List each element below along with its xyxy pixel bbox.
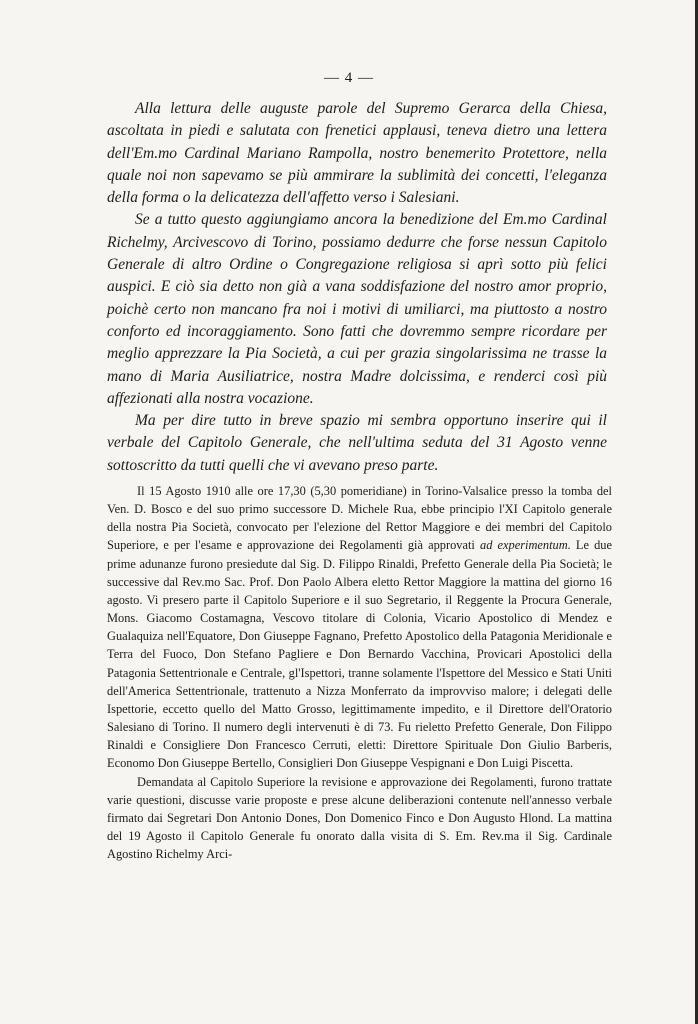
- intro-section: [107, 98, 607, 477]
- minutes-text: Le due prime adunanze furono presiedute dal Sig. D. Filippo Rinaldi, Prefetto Generale della Pia Società; le successive dal Rev.mo Sac. Prof. Don Paolo Albera eletto Rettor Maggiore la mattina del giorno 16 agosto. Vi presero parte il Capitolo Superiore e il suo Segretario, il Reggente la Procura Generale, Mons. Giacomo Costamagna, Vescovo titolare di Colonia, Vicario Apostolico di Mendez e Gualaquiza nell'Equatore, Don Giuseppe Fagnano, Prefetto Apostolico della Patagonia Meridionale e Terra del Fuoco, Don Stefano Pagliere e Don Bernardo Vacchina, Provicari Apostolici della Patagonia Settentrionale e Centrale, gl'Ispettori, tranne solamente l'Ispettore del Messico e Stati Uniti dell'America Settentrionale, trattenuto a Nizza Monferrato da improvviso malore; i delegati delle Ispettorie, eccetto quello del Matto Grosso, legittimamente impedito, e il Direttore dell'Oratorio Salesiano di Torino. Il numero degli intervenuti è di 73. Fu rieletto Prefetto Generale, Don Filippo Rinaldi e Consigliere Don Francesco Cerruti, eletti: Direttore Spirituale Don Giulio Barberis, Economo Don Giuseppe Bertello, Consiglieri Don Giuseppe Vespignani e Don Luigi Piscetta.: [107, 538, 612, 771]
- intro-paragraph-1: Alla lettura delle auguste parole del Supremo Gerarca della Chiesa, ascoltata in piedi e salutata con frenetici applausi, teneva dietro una lettera dell'Em.mo Cardinal Mariano Rampolla, nostro benemerito Protettore, nella quale noi non sapevamo se più ammirare la sublimità dei concetti, l'eleganza della forma o la delicatezza dell'affetto verso i Salesiani.: [107, 100, 607, 207]
- minutes-text: Il 15 Agosto 1910 alle ore 17,30 (5,30 pomeridiane) in Torino-Valsalice presso la tomba del Ven. D. Bosco e del suo primo successore D. Michele Rua, ebbe principio l'XI Capitolo generale della nostra Pia Società, convocato per l'elezione del Rettor Maggiore e dei membri del Capitolo Superiore, e per l'esame e approvazione dei Regolamenti già approvati: [107, 484, 612, 553]
- page-number: — 4 —: [324, 70, 374, 86]
- minutes-paragraph-1: [107, 482, 612, 773]
- chapter-minutes-section: [107, 482, 612, 863]
- minutes-paragraph-2: Demandata al Capitolo Superiore la revisione e approvazione dei Regolamenti, furono trattate varie questioni, discusse varie proposte e prese alcune deliberazioni contenute nell'annesso verbale firmato dai Segretari Don Antonio Dones, Don Domenico Finco e Don Augusto Hlond. La mattina del 19 Agosto il Capitolo Generale fu onorato dalla visita di S. Em. Rev.ma il Sig. Cardinale Agostino Richelmy Arci-: [107, 774, 612, 862]
- intro-paragraph-2: Se a tutto questo aggiungiamo ancora la benedizione del Em.mo Cardinal Richelmy, Arcivescovo di Torino, possiamo dedurre che forse nessun Capitolo Generale di altro Ordine o Congregazione religiosa si aprì sotto più felici auspici. E ciò sia detto non già a vana soddisfazione del nostro amor proprio, poichè certo non mancano fra noi i motivi di umiliarci, ma piuttosto a nostro conforto ed incoraggiamento. Sono fatti che dovremmo sempre ricordare per meglio apprezzare la Pia Società, a cui per grazia singolarissima ne trasse la mano di Maria Ausiliatrice, nostra Madre dolcissima, e renderci così più affezionati alla nostra vocazione.: [107, 211, 607, 407]
- intro-paragraph-3: Ma per dire tutto in breve spazio mi sembra opportuno inserire qui il verbale del Capitolo Generale, che nell'ultima seduta del 31 Agosto venne sottoscritto da tutti quelli che vi avevano preso parte.: [107, 412, 607, 474]
- minutes-italic-phrase: ad experimentum.: [480, 538, 571, 553]
